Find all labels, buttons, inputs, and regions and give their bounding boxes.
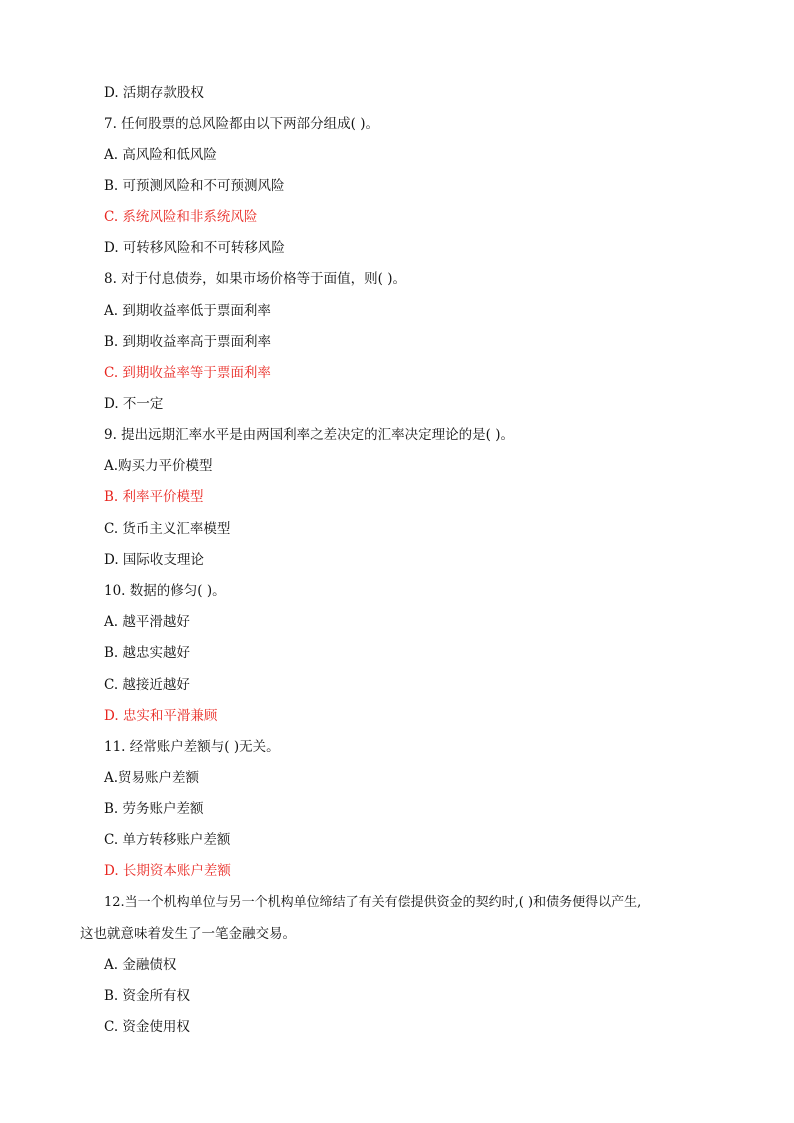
question-7: 7. 任何股票的总风险都由以下两部分组成( )。 bbox=[104, 116, 379, 132]
question-9: 9. 提出远期汇率水平是由两国利率之差决定的汇率决定理论的是( )。 bbox=[104, 427, 514, 443]
option-d-q8: D. 不一定 bbox=[104, 396, 164, 412]
option-b-q9-correct: B. 利率平价模型 bbox=[104, 489, 204, 505]
option-a-q8: A. 到期收益率低于票面利率 bbox=[104, 303, 271, 319]
option-d-q6: D. 活期存款股权 bbox=[104, 85, 204, 101]
option-c-q9: C. 货币主义汇率模型 bbox=[104, 521, 231, 537]
question-12-line-1: 12.当一个机构单位与另一个机构单位缔结了有关有偿提供资金的契约时,( )和债务便得以产生, bbox=[104, 895, 642, 910]
option-d-q7: D. 可转移风险和不可转移风险 bbox=[104, 240, 285, 256]
option-c-q11: C. 单方转移账户差额 bbox=[104, 832, 231, 848]
option-b-q7: B. 可预测风险和不可预测风险 bbox=[104, 178, 285, 194]
option-d-q9: D. 国际收支理论 bbox=[104, 552, 204, 568]
option-b-q8: B. 到期收益率高于票面利率 bbox=[104, 334, 272, 350]
option-a-q7: A. 高风险和低风险 bbox=[104, 147, 217, 163]
option-d-q11-correct: D. 长期资本账户差额 bbox=[104, 863, 231, 879]
option-a-q11: A.贸易账户差额 bbox=[104, 770, 200, 786]
option-a-q10: A. 越平滑越好 bbox=[104, 614, 190, 630]
option-d-q10-correct: D. 忠实和平滑兼顾 bbox=[104, 708, 218, 724]
option-b-q12: B. 资金所有权 bbox=[104, 988, 191, 1004]
option-c-q12: C. 资金使用权 bbox=[104, 1019, 190, 1035]
question-8: 8. 对于付息债券，如果市场价格等于面值，则( )。 bbox=[104, 271, 406, 287]
option-a-q12: A. 金融债权 bbox=[104, 957, 177, 973]
option-b-q11: B. 劳务账户差额 bbox=[104, 801, 204, 817]
option-c-q7-correct: C. 系统风险和非系统风险 bbox=[104, 209, 258, 225]
option-c-q10: C. 越接近越好 bbox=[104, 677, 190, 693]
question-10: 10. 数据的修匀( )。 bbox=[104, 583, 226, 599]
option-c-q8-correct: C. 到期收益率等于票面利率 bbox=[104, 365, 271, 381]
question-11: 11. 经常账户差额与( )无关。 bbox=[104, 739, 280, 755]
option-a-q9: A.购买力平价模型 bbox=[104, 458, 213, 474]
question-12-line-2: 这也就意味着发生了一笔金融交易。 bbox=[80, 926, 296, 942]
option-b-q10: B. 越忠实越好 bbox=[104, 645, 191, 661]
